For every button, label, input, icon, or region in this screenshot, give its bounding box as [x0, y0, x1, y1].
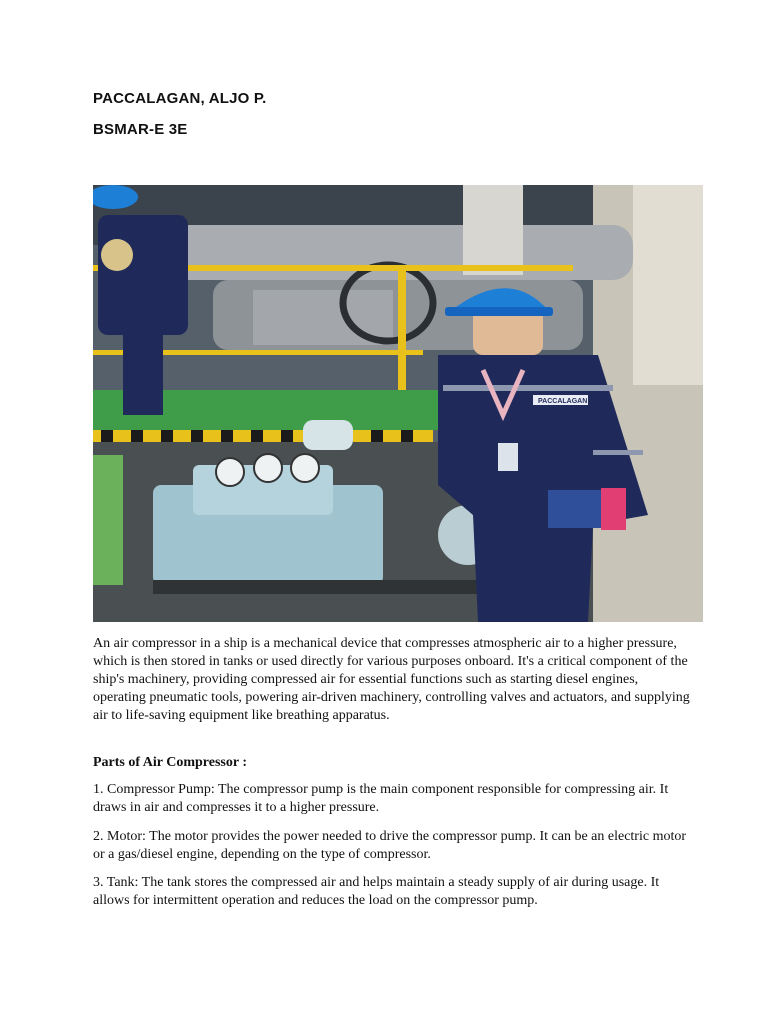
part-item: 3. Tank: The tank stores the compressed air and helps maintain a steady supply of air during usage. It allows for intermittent operation and reduces the load on the compressor pump. [93, 875, 660, 908]
intro-paragraph: An air compressor in a ship is a mechanical device that compresses atmospheric air to a higher pressure, which is then stored in tanks or used directly for various purposes onboard. It's a critical component of the ship's machinery, providing compressed air for essential functions such as starting diesel engines, operating pneumatic tools, powering air-driven machinery, controlling valves and actuators, and supplying air to life-saving equipment like breathing apparatus. [93, 636, 690, 723]
parts-heading: Parts of Air Compressor : [93, 755, 247, 770]
program-section: BSMAR-E 3E [93, 121, 188, 138]
part-item: 2. Motor: The motor provides the power needed to drive the compressor pump. It can be an electric motor or a gas/diesel engine, depending on the type of compressor. [93, 829, 687, 862]
author-name: PACCALAGAN, ALJO P. [93, 90, 267, 107]
coverall-badge: PACCALAGAN A [538, 398, 594, 405]
engine-room-photo [93, 185, 703, 622]
part-item: 1. Compressor Pump: The compressor pump is the main component responsible for compressing air. It draws in air and compresses it to a higher pressure. [93, 782, 669, 815]
